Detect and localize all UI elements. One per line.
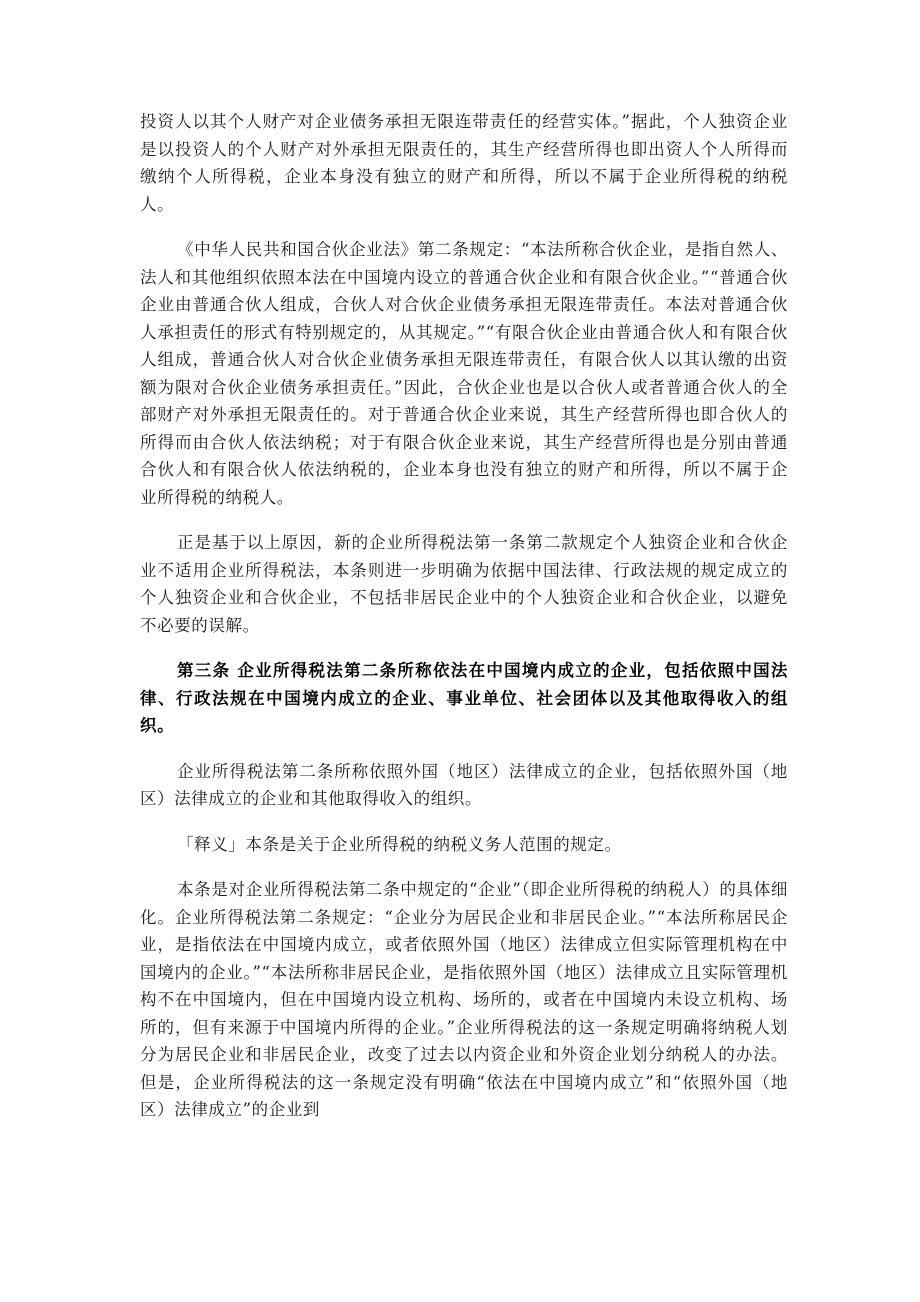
- paragraph-interpretation: 「释义」本条是关于企业所得税的纳税义务人范围的规定。: [177, 834, 622, 854]
- article-three-heading: 第三条 企业所得税法第二条所称依法在中国境内成立的企业，包括依照中国法律、行政法规在中国境内成立的企业、事业单位、社会团体以及其他取得收入的组织。: [140, 661, 788, 735]
- paragraph-detail: 本条是对企业所得税法第二条中规定的“企业”（即企业所得税的纳税人）的具体细化。企业所得税法第二条规定：“企业分为居民企业和非居民企业。”“本法所称居民企业，是指依法在中国境内成立，或者依照外国（地区）法律成立但实际管理机构在中国境内的企业。”“本法所称非居民企业，是指依照外国（地区）法律成立且实际管理机构不在中国境内，但在中国境内设立机构、场所的，或者在中国境内未设立机构、场所的，但有来源于中国境内所得的企业。”企业所得税法的这一条规定明确将纳税人划分为居民企业和非居民企业，改变了过去以内资企业和外资企业划分纳税人的办法。但是，企业所得税法的这一条规定没有明确“依法在中国境内成立”和“依照外国（地区）法律成立”的企业到: [140, 880, 788, 1119]
- paragraph-partnership-law: 《中华人民共和国合伙企业法》第二条规定：“本法所称合伙企业，是指自然人、法人和其他组织依照本法在中国境内设立的普通合伙企业和有限合伙企业。”“普通合伙企业由普通合伙人组成，合伙人对合伙企业债务承担无限连带责任。本法对普通合伙人承担责任的形式有特别规定的，从其规定。”“有限合伙企业由普通合伙人和有限合伙人组成，普通合伙人对合伙企业债务承担无限连带责任，有限合伙人以其认缴的出资额为限对合伙企业债务承担责任。”因此，合伙企业也是以合伙人或者普通合伙人的全部财产对外承担无限责任的。对于普通合伙企业来说，其生产经营所得也即合伙人的所得而由合伙人依法纳税；对于有限合伙企业来说，其生产经营所得也是分别由普通合伙人和有限合伙人依法纳税的，企业本身也没有独立的财产和所得，所以不属于企业所得税的纳税人。: [140, 240, 788, 507]
- paragraph-foreign-enterprise: 企业所得税法第二条所称依照外国（地区）法律成立的企业，包括依照外国（地区）法律成立的企业和其他取得收入的组织。: [140, 761, 788, 808]
- paragraph-sole-proprietorship: 投资人以其个人财产对企业债务承担无限连带责任的经营实体。”据此，个人独资企业是以投资人的个人财产对外承担无限责任的，其生产经营所得也即出资人个人所得而缴纳个人所得税，企业本身没有独立的财产和所得，所以不属于企业所得税的纳税人。: [140, 112, 788, 214]
- document-page: [140, 108, 788, 1124]
- paragraph-conclusion: 正是基于以上原因，新的企业所得税法第一条第二款规定个人独资企业和合伙企业不适用企业所得税法，本条则进一步明确为依据中国法律、行政法规的规定成立的个人独资企业和合伙企业，不包括非居民企业中的个人独资企业和合伙企业，以避免不必要的误解。: [140, 533, 788, 635]
